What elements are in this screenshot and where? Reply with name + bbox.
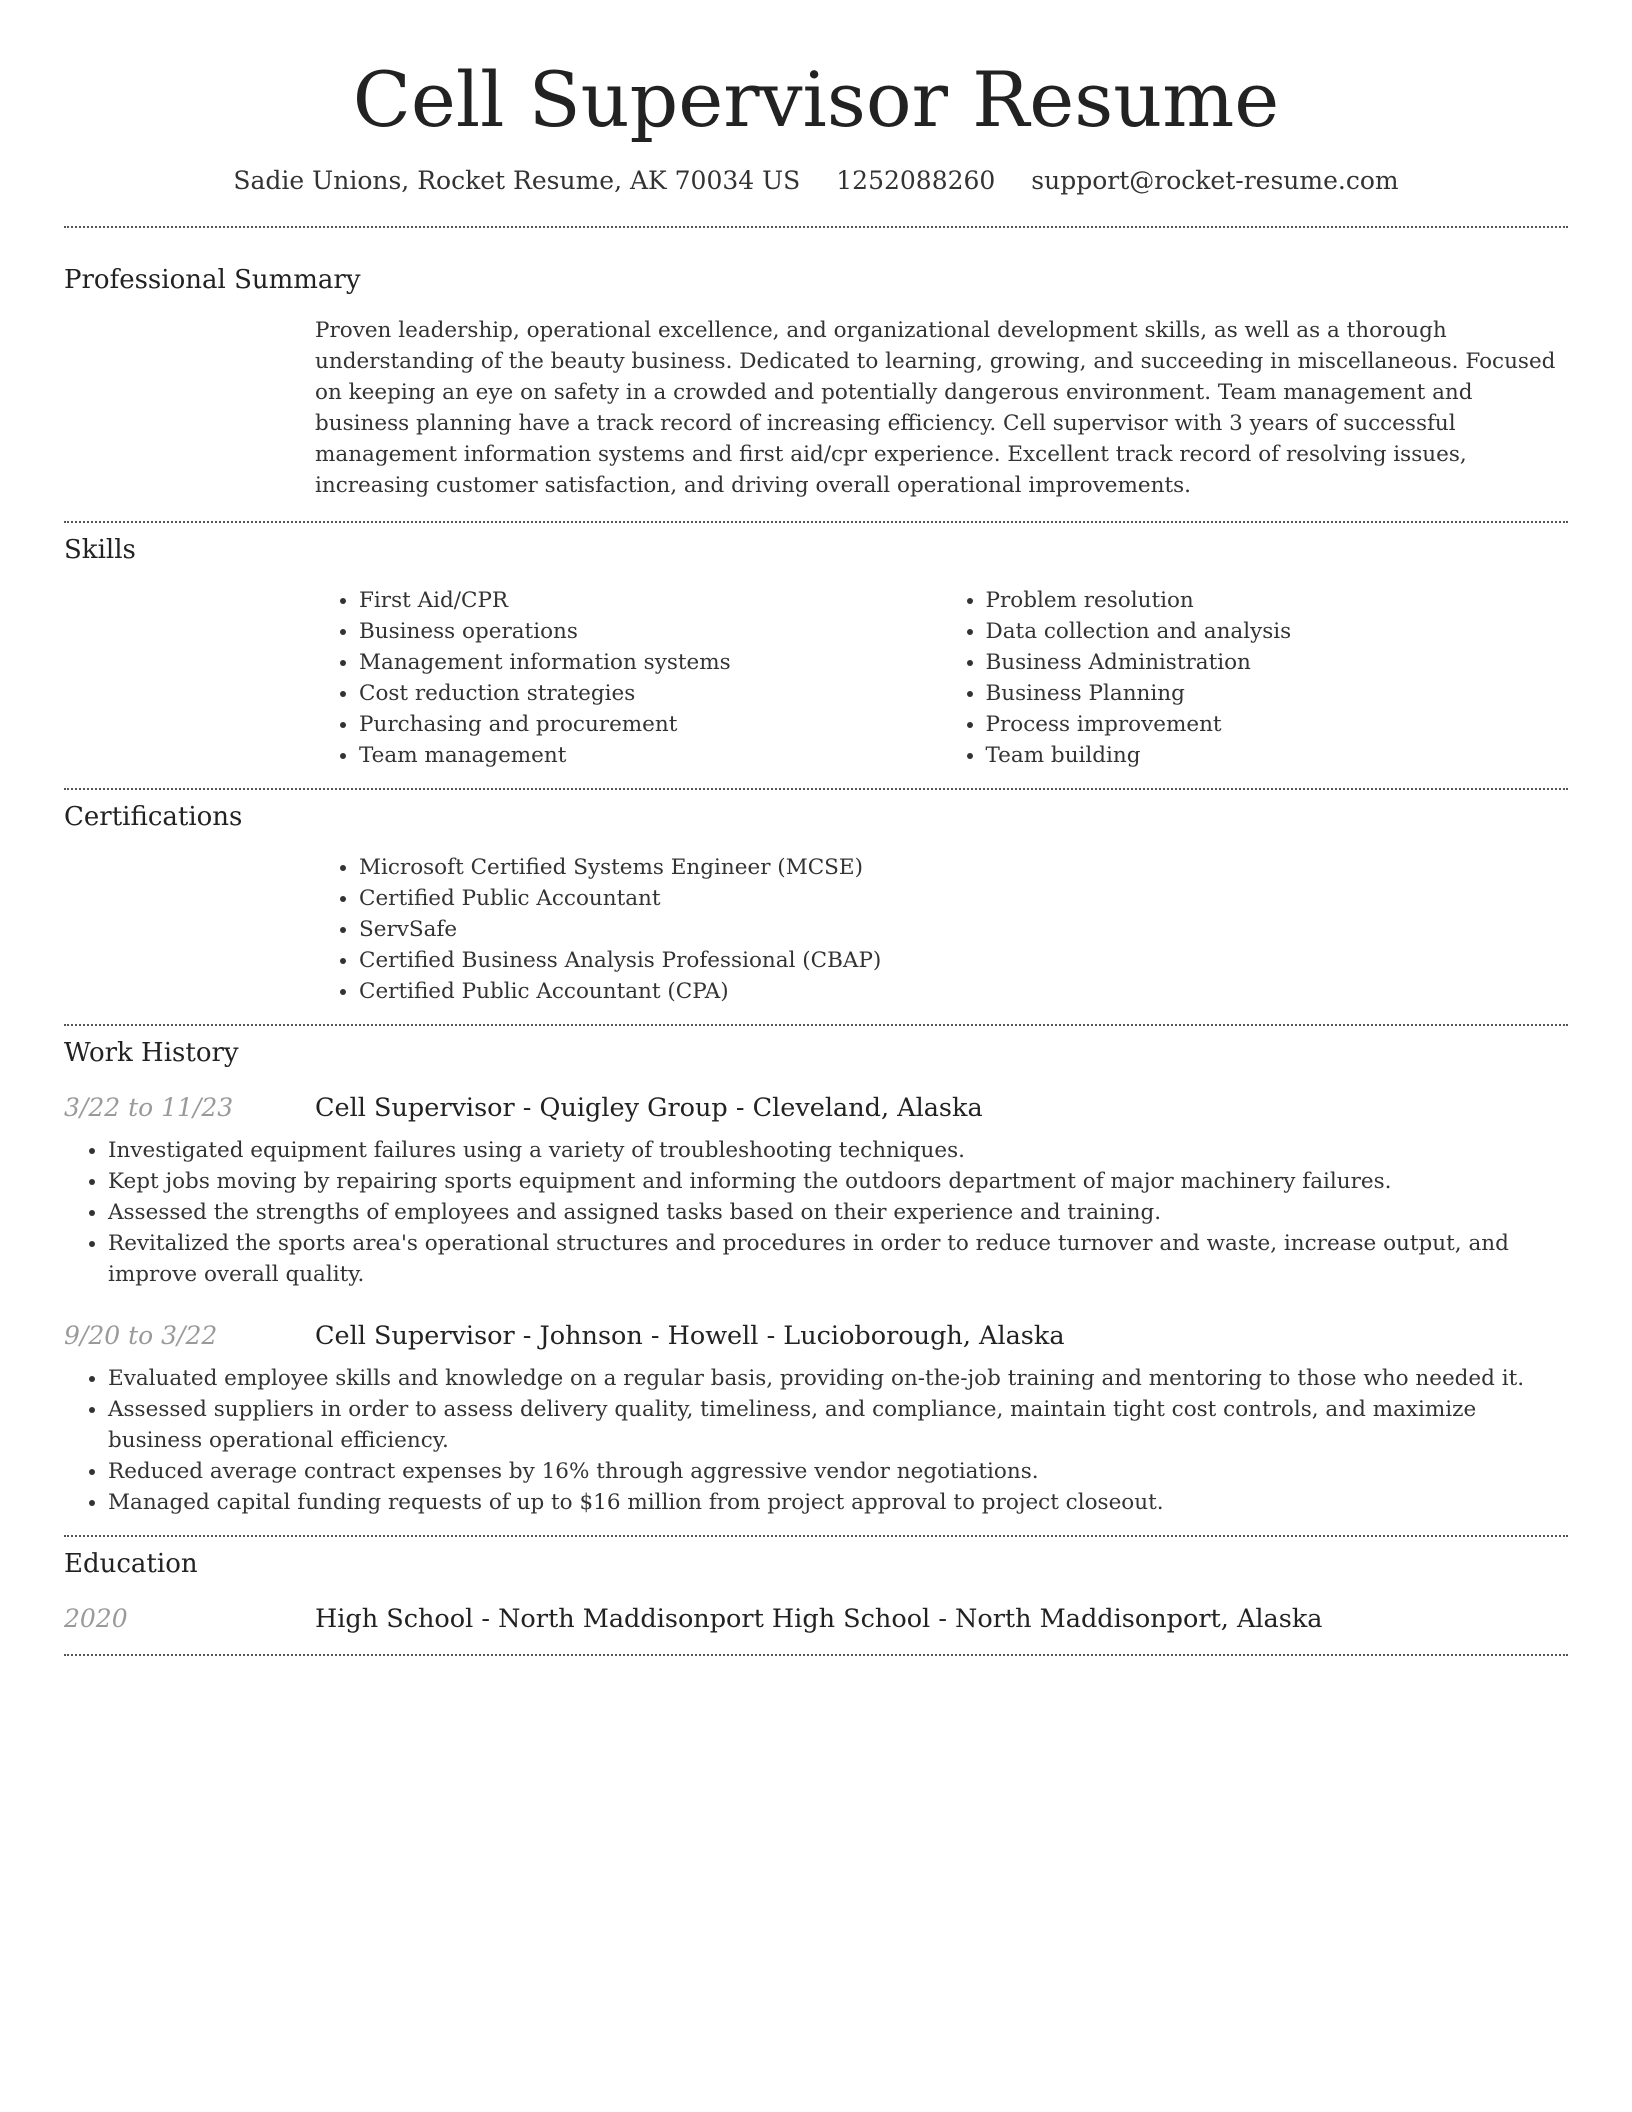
skills-list-right (942, 585, 1569, 771)
job-title: Cell Supervisor - Johnson - Howell - Lucioborough, Alaska (315, 1321, 1065, 1351)
divider (64, 1654, 1568, 1656)
summary-text: Proven leadership, operational excellence, and organizational development skills, as well as a thorough understanding of the beauty business. Dedicated to learning, growing, and succeeding in miscellaneous. Focused on keeping an eye on safety in a crowded and potentially dangerous environment. Team management and business planning have a track record of increasing efficiency. Cell supervisor with 3 years of successful management information systems and first aid/cpr experience. Excellent track record of resolving issues, increasing customer satisfaction, and driving overall operational improvements. (315, 318, 1556, 498)
skill-item: • Management information systems (359, 647, 942, 678)
skill-item: • Team management (359, 740, 942, 771)
education-entry (64, 1602, 1568, 1636)
skill-item: • Process improvement (986, 709, 1569, 740)
education-title: High School - North Maddisonport High School - North Maddisonport, Alaska (315, 1604, 1323, 1634)
job-bullet: • Assessed suppliers in order to assess delivery quality, timeliness, and compliance, maintain tight cost controls, and maximize business operational efficiency. (108, 1394, 1568, 1456)
divider (64, 1535, 1568, 1537)
job-bullet: • Reduced average contract expenses by 16% through aggressive vendor negotiations. (108, 1456, 1568, 1487)
divider (64, 521, 1568, 523)
skill-item: • Business Administration (986, 647, 1569, 678)
skill-item: • First Aid/CPR (359, 585, 942, 616)
certifications-section (64, 800, 1568, 1007)
education-heading: Education (64, 1549, 198, 1579)
education-year: 2020 (64, 1604, 128, 1633)
job-dates: 9/20 to 3/22 (64, 1321, 218, 1350)
job-bullets (64, 1135, 1568, 1290)
divider (64, 1024, 1568, 1026)
job-entry (64, 1319, 1568, 1518)
skill-item: • Team building (986, 740, 1569, 771)
skills-list-left (315, 585, 942, 771)
job-bullet: • Managed capital funding requests of up to $16 million from project approval to project closeout. (108, 1487, 1568, 1518)
certifications-list (315, 852, 1568, 1007)
resume-title: Cell Supervisor Resume (352, 55, 1280, 144)
certification-item: • Microsoft Certified Systems Engineer (MCSE) (359, 852, 1568, 883)
summary-heading: Professional Summary (64, 265, 361, 295)
job-bullet: • Investigated equipment failures using a variety of troubleshooting techniques. (108, 1135, 1568, 1166)
work-history-heading: Work History (64, 1038, 239, 1068)
skill-item: • Purchasing and procurement (359, 709, 942, 740)
job-bullet: • Evaluated employee skills and knowledge on a regular basis, providing on-the-job training and mentoring to those who needed it. (108, 1363, 1568, 1394)
contact-address: Sadie Unions, Rocket Resume, AK 70034 US (233, 166, 801, 195)
skills-heading: Skills (64, 535, 136, 565)
contact-line (64, 164, 1568, 198)
divider (64, 226, 1568, 228)
summary-section (64, 263, 1568, 501)
contact-email: support@rocket-resume.com (1031, 166, 1399, 195)
job-bullet: • Assessed the strengths of employees and assigned tasks based on their experience and training. (108, 1197, 1568, 1228)
skill-item: • Cost reduction strategies (359, 678, 942, 709)
skill-item: • Business Planning (986, 678, 1569, 709)
skills-grid (315, 585, 1568, 771)
contact-phone: 1252088260 (836, 166, 996, 195)
certification-item: • Certified Business Analysis Professional (CBAP) (359, 945, 1568, 976)
job-title: Cell Supervisor - Quigley Group - Cleveland, Alaska (315, 1093, 983, 1123)
education-section (64, 1547, 1568, 1636)
job-bullet: • Kept jobs moving by repairing sports equipment and informing the outdoors department of major machinery failures. (108, 1166, 1568, 1197)
certifications-heading: Certifications (64, 802, 243, 832)
divider (64, 788, 1568, 790)
job-entry (64, 1091, 1568, 1290)
job-bullets (64, 1363, 1568, 1518)
certification-item: • Certified Public Accountant (CPA) (359, 976, 1568, 1007)
skill-item: • Data collection and analysis (986, 616, 1569, 647)
skills-section (64, 533, 1568, 771)
skill-item: • Business operations (359, 616, 942, 647)
job-dates: 3/22 to 11/23 (64, 1093, 234, 1122)
certification-item: • ServSafe (359, 914, 1568, 945)
work-history-section (64, 1036, 1568, 1518)
certification-item: • Certified Public Accountant (359, 883, 1568, 914)
resume-page (64, 0, 1568, 1656)
skill-item: • Problem resolution (986, 585, 1569, 616)
job-bullet: • Revitalized the sports area's operational structures and procedures in order to reduce turnover and waste, increase output, and improve overall quality. (108, 1228, 1568, 1290)
